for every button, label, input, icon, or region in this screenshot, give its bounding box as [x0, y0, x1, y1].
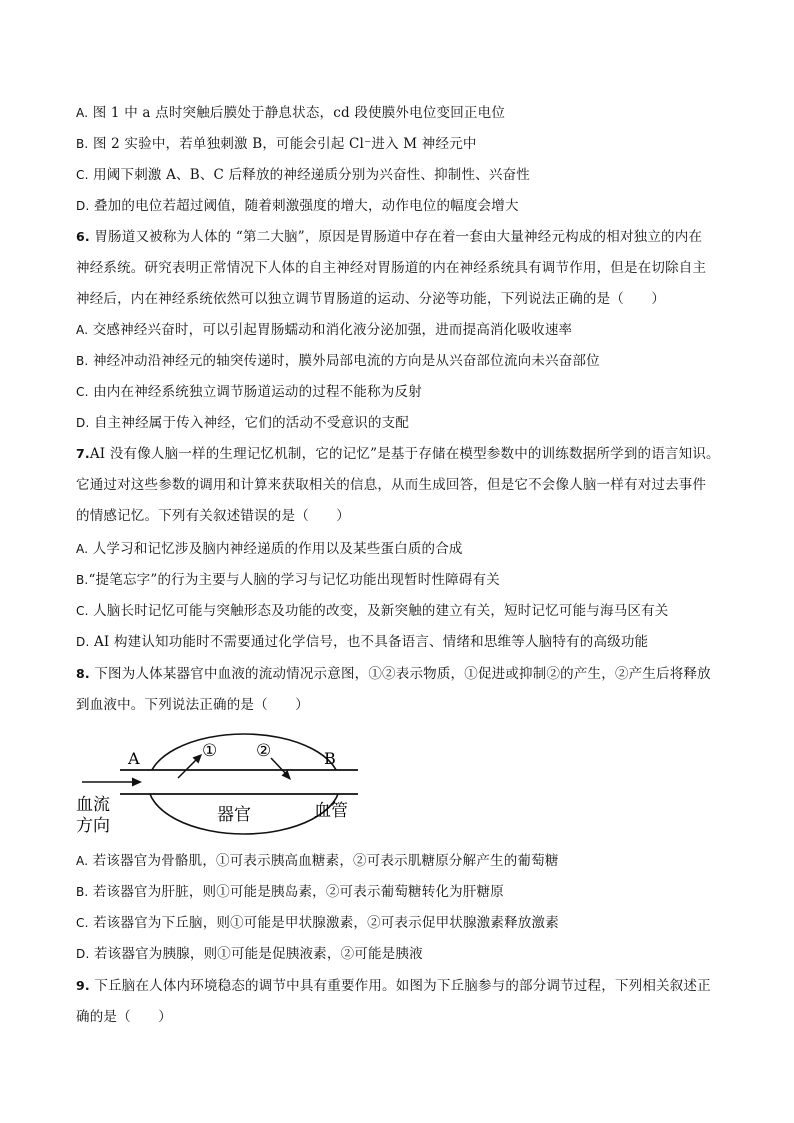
q5-option-b	[76, 135, 477, 153]
option-text: 用阈下刺激 A、B、C 后释放的神经递质分别为兴奋性、抑制性、兴奋性	[93, 167, 530, 183]
q5-option-a	[76, 104, 505, 122]
label-substance-1: ①	[202, 741, 218, 761]
q6-option-a	[76, 321, 572, 339]
option-text: 图 2 实验中，若单独刺激 B，可能会引起 Cl⁻进入 M 神经元中	[92, 136, 477, 152]
option-letter: A.	[76, 542, 89, 556]
stem-text: 胃肠道又被称为人体的 “第二大脑”，原因是胃肠道中存在着一套由大量神经元构成的相对独立的内在	[94, 229, 703, 245]
q8-option-c	[76, 914, 559, 932]
option-text: 若该器官为胰腺，则①可能是促胰液素，②可能是胰液	[93, 946, 423, 962]
q6-stem-line-3: 神经后，内在神经系统依然可以独立调节胃肠道的运动、分泌等功能，下列说法正确的是（ ）	[76, 291, 666, 307]
option-letter: D.	[76, 635, 90, 649]
q6-stem-line-1	[76, 228, 702, 246]
stem-text: 下图为人体某器官中血液的流动情况示意图，①②表示物质，①促进或抑制②的产生，②产生后将释放	[94, 666, 711, 682]
option-text: 人学习和记忆涉及脑内神经递质的作用以及某些蛋白质的合成	[92, 541, 463, 557]
option-letter: C.	[76, 385, 89, 399]
label-substance-2: ②	[256, 741, 272, 761]
option-text: 若该器官为下丘脑，则①可能是甲状腺激素，②可表示促甲状腺激素释放激素	[93, 915, 559, 931]
label-b: B	[324, 749, 336, 768]
option-letter: A.	[76, 106, 89, 120]
stem-text: AI 没有像人脑一样的生理记忆机制，它的记忆”是基于存储在模型参数中的训练数据所学到的语言知识。	[89, 446, 720, 462]
option-letter: C.	[76, 604, 89, 618]
option-letter: D.	[76, 199, 90, 213]
question-number: 9.	[76, 978, 90, 993]
q7-option-b	[76, 571, 500, 589]
q7-option-d	[76, 633, 648, 651]
option-text: 叠加的电位若超过阈值，随着刺激强度的增大，动作电位的幅度会增大	[93, 198, 519, 214]
option-letter: A.	[76, 854, 89, 868]
stem-text: 下丘脑在人体内环境稳态的调节中具有重要作用。如图为下丘脑参与的部分调节过程，下列相关叙述正	[94, 978, 711, 994]
q8-option-b	[76, 883, 504, 901]
option-letter: C.	[76, 916, 89, 930]
option-letter: D.	[76, 947, 90, 961]
q7-option-c	[76, 602, 669, 620]
q5-option-d	[76, 197, 519, 215]
option-letter: C.	[76, 168, 89, 182]
label-flow-line-2: 方向	[76, 816, 110, 836]
option-letter: B.	[76, 354, 89, 368]
label-a: A	[128, 749, 140, 768]
option-text: AI 构建认知功能时不需要通过化学信号，也不具备语言、情绪和思维等人脑特有的高级功能	[93, 634, 649, 650]
option-text: 自主神经属于传入神经，它们的活动不受意识的支配	[93, 415, 410, 431]
option-text: 图 1 中 a 点时突触后膜处于静息状态，cd 段使膜外电位变回正电位	[92, 105, 506, 121]
blood-flow-diagram	[74, 730, 374, 840]
label-organ: 器官	[217, 805, 251, 825]
option-letter: B.	[76, 137, 89, 151]
option-text: 神经冲动沿神经元的轴突传递时，膜外局部电流的方向是从兴奋部位流向未兴奋部位	[92, 353, 600, 369]
q5-option-c	[76, 166, 530, 184]
q6-option-d	[76, 414, 409, 432]
option-text: 由内在神经系统独立调节肠道运动的过程不能称为反射	[93, 384, 422, 400]
q7-stem-line-2: 它通过对这些参数的调用和计算来获取相关的信息，从而生成回答，但是它不会像人脑一样有对过去事件	[76, 477, 707, 493]
q9-stem-line-2: 确的是（ ）	[76, 1009, 172, 1025]
q8-option-d	[76, 945, 423, 963]
option-letter: B.	[76, 573, 89, 587]
q7-stem-line-1	[76, 445, 720, 463]
option-letter: B.	[76, 885, 89, 899]
q6-stem-line-2: 神经系统。研究表明正常情况下人体的自主神经对胃肠道的内在神经系统具有调节作用，但是在切除自主	[76, 260, 707, 276]
q7-stem-line-3: 的情感记忆。下列有关叙述错误的是（ ）	[76, 508, 350, 524]
question-number: 6.	[76, 229, 90, 244]
option-text: 人脑长时记忆可能与突触形态及功能的改变，及新突触的建立有关，短时记忆可能与海马区有关	[93, 603, 669, 619]
option-text: 若该器官为骨骼肌，①可表示胰高血糖素，②可表示肌糖原分解产生的葡萄糖	[92, 853, 559, 869]
q7-option-a	[76, 540, 463, 558]
label-vessel: 血管	[314, 801, 348, 821]
q8-option-a	[76, 852, 559, 870]
option-text: “提笔忘字”的行为主要与人脑的学习与记忆功能出现暂时性障碍有关	[88, 572, 500, 588]
q6-option-c	[76, 383, 422, 401]
q8-stem-line-2: 到血液中。下列说法正确的是（ ）	[76, 697, 309, 713]
vessel-band	[114, 770, 359, 794]
question-number: 8.	[76, 666, 90, 681]
q9-stem-line-1	[76, 977, 711, 995]
option-text: 若该器官为肝脏，则①可能是胰岛素，②可表示葡萄糖转化为肝糖原	[92, 884, 504, 900]
question-number: 7.	[76, 446, 90, 461]
q6-option-b	[76, 352, 600, 370]
option-letter: A.	[76, 323, 89, 337]
label-flow-line-1: 血流	[76, 795, 110, 815]
option-letter: D.	[76, 416, 90, 430]
q8-stem-line-1	[76, 665, 711, 683]
option-text: 交感神经兴奋时，可以引起胃肠蠕动和消化液分泌加强，进而提高消化吸收速率	[92, 322, 573, 338]
